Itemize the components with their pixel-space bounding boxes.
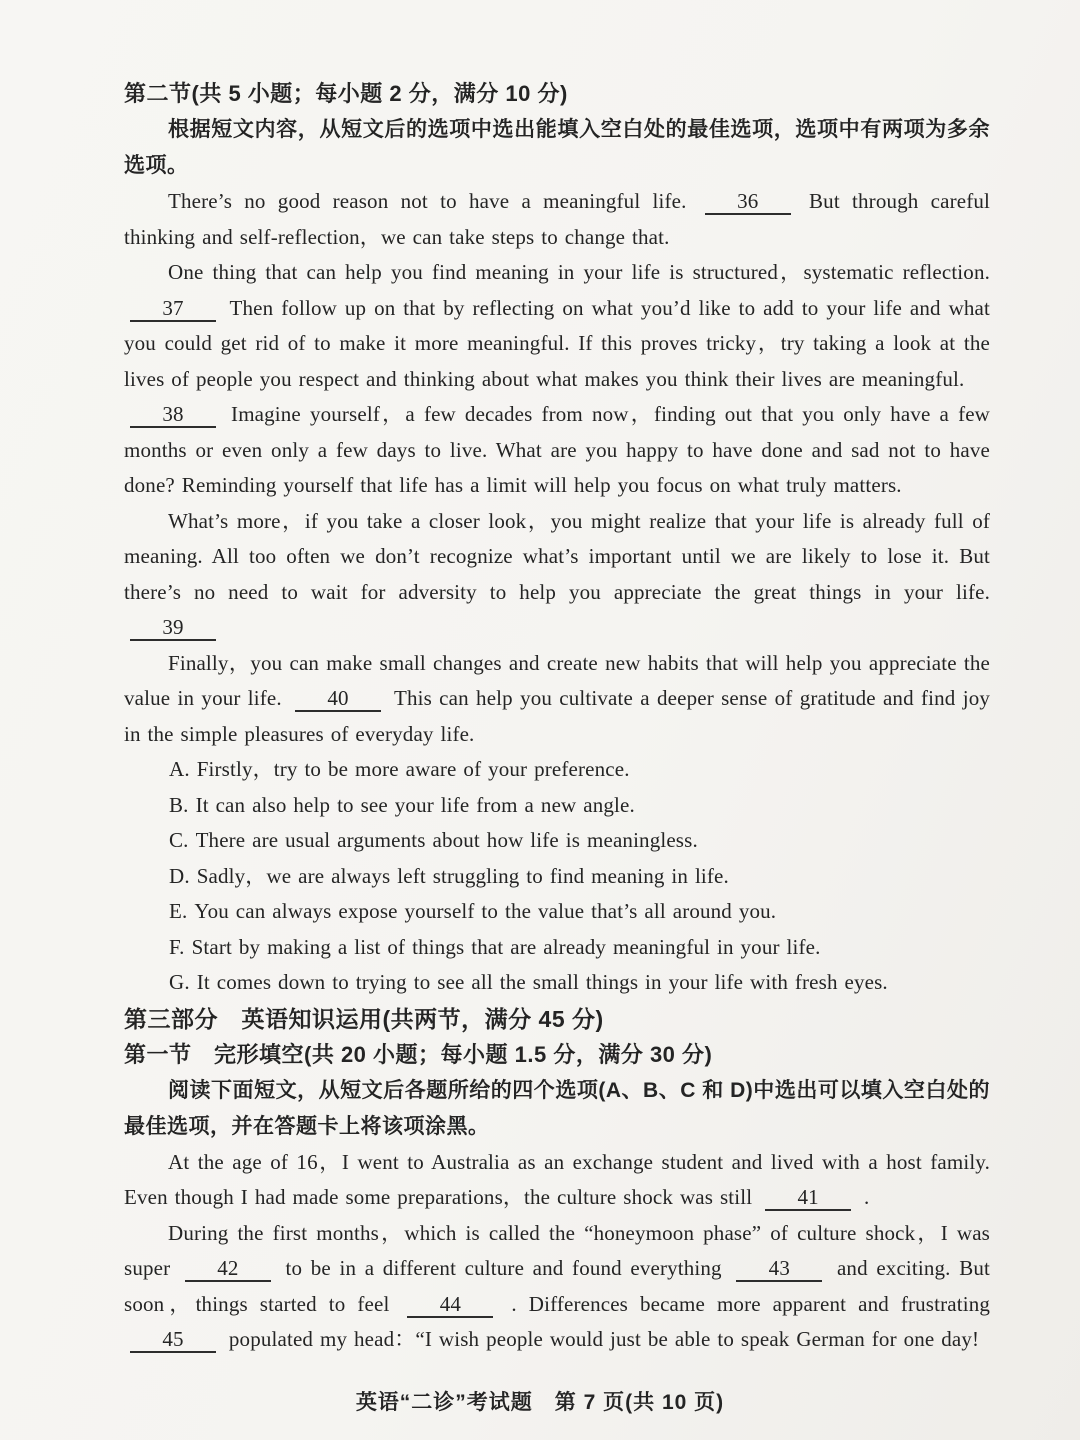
option-c-text: There are usual arguments about how life is meaningless. [195,828,698,852]
option-d [124,859,990,895]
option-b-text: It can also help to see your life from a new angle. [195,792,635,817]
blank-36: 36 [705,189,791,215]
option-b [124,788,990,824]
passage-paragraph-1: There’s no good reason not to have a meaningful life. 36 But through careful thinking and self-reflection，we can take steps to change that. [124,189,991,249]
option-f-label: F. [169,934,185,959]
option-a [124,752,990,788]
option-d-label: D. [169,863,190,888]
option-f [124,930,990,966]
cloze-section-heading: 第一节 完形填空(共 20 小题；每小题 1.5 分，满分 30 分) [124,1041,713,1067]
cloze-paragraph-1: At the age of 16，I went to Australia as an exchange student and lived with a host family. Even though I had made some preparations，the culture shock was still 41 . [124,1149,990,1209]
page-footer: 英语“二诊”考试题 第 7 页(共 10 页) [355,1391,725,1414]
option-e [124,894,990,930]
blank-39: 39 [130,615,216,641]
gap-fill-passage [124,184,990,752]
blank-40: 40 [295,686,381,712]
cloze-instruction: 阅读下面短文，从短文后各题所给的四个选项(A、B、C 和 D)中选出可以填入空白处的最佳选项，并在答题卡上将该项涂黑。 [124,1078,990,1138]
part-3-cloze [124,1001,990,1358]
option-a-text: Firstly，try to be more aware of your preference. [196,757,630,781]
option-d-text: Sadly，we are always left struggling to find meaning in life. [196,863,729,888]
option-a-label: A. [169,757,190,781]
option-f-text: Start by making a list of things that are already meaningful in your life. [191,934,821,959]
blank-45: 45 [130,1327,216,1353]
blank-43: 43 [736,1256,822,1282]
passage-paragraph-2: One thing that can help you find meaning in your life is structured，systematic reflection. 37 Then follow up on that by reflecting on what you’d like to add to your life and what you could get rid of to make it more meaningful. If this proves tricky，try taking a look at the lives of people you respect and thinking about what makes you think their lives are meaningful. [124,260,990,391]
section2-instruction: 根据短文内容，从短文后的选项中选出能填入空白处的最佳选项，选项中有两项为多余选项。 [124,118,990,177]
option-g [124,965,990,1001]
section2-heading: 第二节(共 5 小题；每小题 2 分，满分 10 分) [124,81,568,106]
blank-38: 38 [130,402,216,428]
option-c-label: C. [169,828,189,852]
option-b-label: B. [169,792,189,817]
cloze-paragraph-2: During the first months，which is called the “honeymoon phase” of culture shock，I was super 42 to be in a different culture and found everything 43 and exciting. But soon，things started to feel 44 . Differences became more apparent and frustrating 45 populated my head：“I wish people would just be able to speak German for one day! [124,1220,991,1351]
part3-heading: 第三部分 英语知识运用(共两节，满分 45 分) [124,1005,604,1032]
blank-41: 41 [765,1185,851,1211]
cloze-passage [124,1145,990,1358]
blank-37: 37 [130,296,216,322]
passage-paragraph-3: 38 Imagine yourself，a few decades from now，finding out that you only have a few months or even only a few days to live. What are you happy to have done and sad not to have done? Reminding yourself that life has a limit will help you focus on what truly matters. [124,402,990,497]
option-g-label: G. [169,970,190,994]
blank-42: 42 [185,1256,271,1282]
option-c [124,823,990,859]
section-2-gap-fill [124,76,990,1001]
gap-fill-options [124,752,990,1001]
passage-paragraph-4: What’s more，if you take a closer look，you might realize that your life is already full of meaning. All too often we don’t recognize what’s important until we are likely to lose it. But there’s no need to wait for adversity to help you appreciate the great things in your life. 39 [124,508,990,639]
option-g-text: It comes down to trying to see all the small things in your life with fresh eyes. [196,970,888,994]
passage-paragraph-5: Finally，you can make small changes and create new habits that will help you appreciate the value in your life. 40 This can help you cultivate a deeper sense of gratitude and find joy in the simple pleasures of everyday life. [124,650,991,746]
option-e-text: You can always expose yourself to the value that’s all around you. [194,899,777,923]
blank-44: 44 [407,1292,493,1318]
option-e-label: E. [169,899,188,923]
